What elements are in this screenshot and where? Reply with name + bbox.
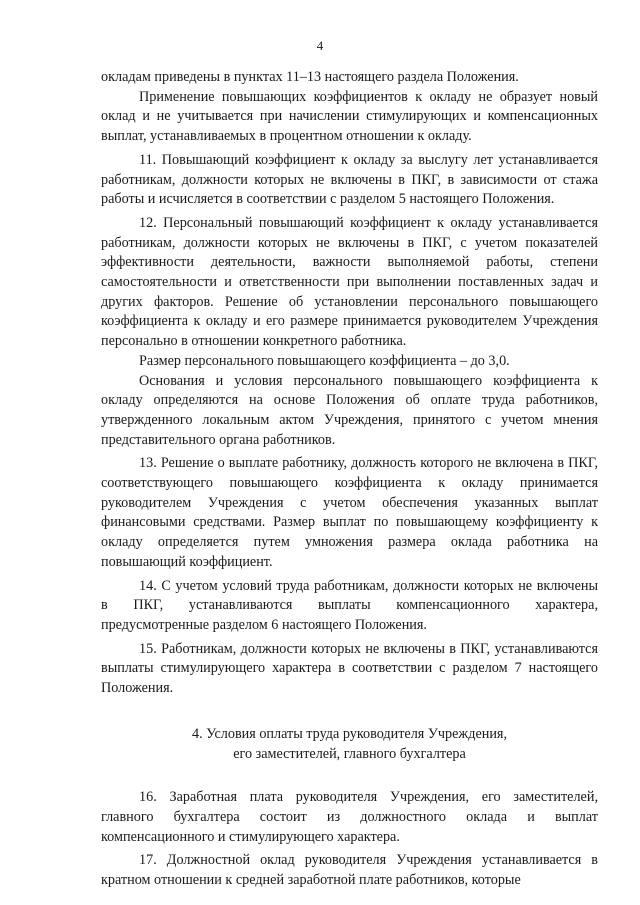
paragraph-p-13: 13. Решение о выплате работнику, должность которого не включена в ПКГ, соответствующего повышающего коэффициента к окладу принимается руководителем Учреждения с учетом обеспечения указанных выплат финансовыми средствами. Размер выплат по повышающему коэффициенту к окладу определяется путем умножения размера оклада работника на повышающий коэффициент. [101,455,598,570]
paragraph-p-apply: Применение повышающих коэффициентов к окладу не образует новый оклад и не учитывается при начислении стимулирующих и компенсационных выплат, устанавливаемых в процентном отношении к окладу. [101,88,598,145]
section-heading [101,725,598,764]
section-heading-line-1: 4. Условия оплаты труда руководителя Учреждения, [191,725,508,742]
page-number: 4 [316,38,324,53]
section-heading-line-2: его заместителей, главного бухгалтера [233,745,466,762]
paragraph-p-17: 17. Должностной оклад руководителя Учреждения устанавливается в кратном отношении к средней заработной плате работников, которые [101,852,598,889]
paragraph-p-14: 14. С учетом условий труда работникам, должности которых не включены в ПКГ, устанавливаются выплаты компенсационного характера, предусмотренные разделом 6 настоящего Положения. [101,577,598,633]
document-body [101,68,598,891]
paragraph-p-12-size: Размер персонального повышающего коэффициента – до 3,0. [139,352,510,369]
paragraphs-top [101,68,598,699]
paragraph-p-12: 12. Персональный повышающий коэффициент к окладу устанавливается работникам, должности которых не включены в ПКГ, с учетом показателей эффективности деятельности, важности выполняемой работы, степени самостоятельности и ответственности при выполнении поставленных задач и других факторов. Решение об установлении персонального повышающего коэффициента к окладу и его размере принимается руководителем Учреждения персонально в отношении конкретного работника. [101,214,598,350]
paragraph-p-12-basis: Основания и условия персонального повышающего коэффициента к окладу определяются на основе Положения об оплате труда работников, утвержденного локальным актом Учреждения, принятого с учетом мнения представительного органа работников. [101,372,598,448]
paragraphs-bottom [101,788,598,891]
paragraph-p-cont: окладам приведены в пунктах 11–13 настоящего раздела Положения. [101,69,519,85]
paragraph-p-16: 16. Заработная плата руководителя Учреждения, его заместителей, главного бухгалтера состоит из должностного оклада и выплат компенсационного и стимулирующего характера. [101,789,598,845]
paragraph-p-11: 11. Повышающий коэффициент к окладу за выслугу лет устанавливается работникам, должности которых не включены в ПКГ, в зависимости от стажа работы и исчисляется в соответствии с разделом 5 настоящего Положения. [101,151,598,208]
paragraph-p-15: 15. Работникам, должности которых не включены в ПКГ, устанавливаются выплаты стимулирующего характера в соответствии с разделом 7 настоящего Положения. [101,640,598,697]
